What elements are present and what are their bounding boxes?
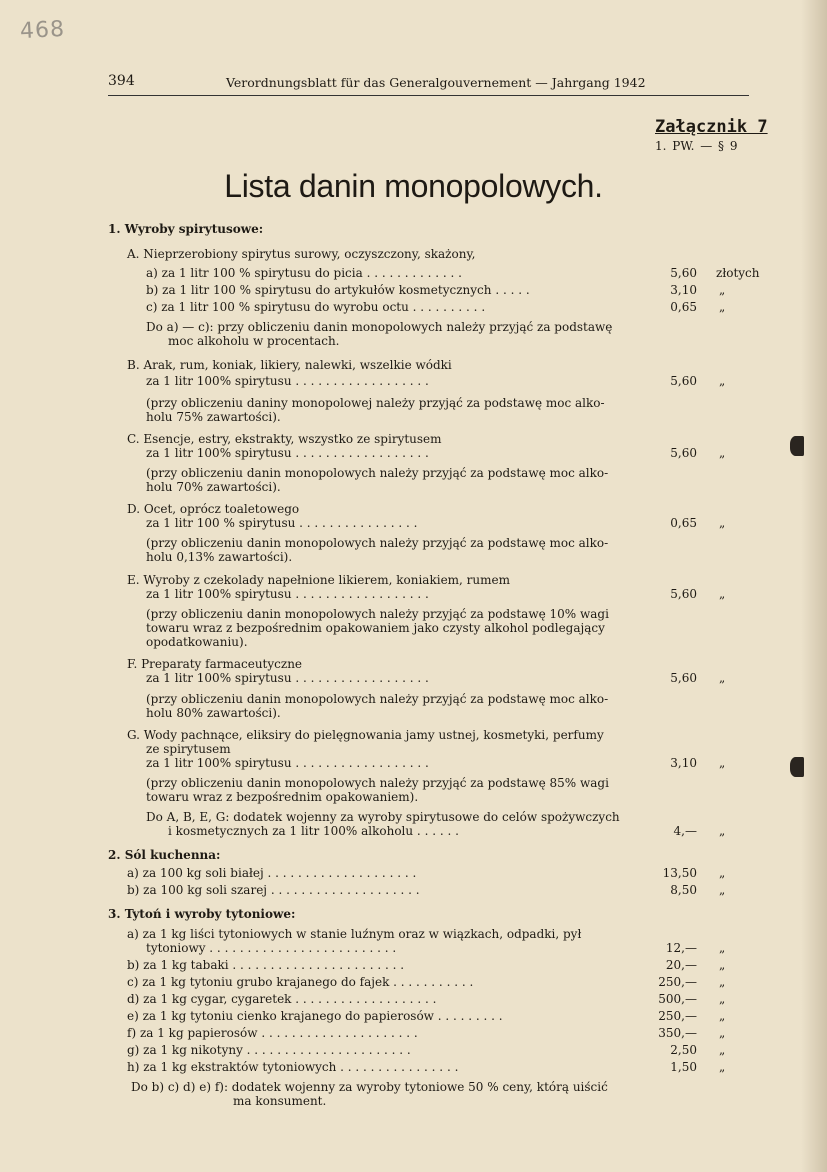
tariff-amount: 500,— [658, 992, 697, 1006]
tariff-amount: 4,— [673, 824, 697, 838]
document-title: Lista danin monopolowych. [224, 168, 603, 204]
list-line: B. Arak, rum, koniak, likiery, nalewki, wszelkie wódki [127, 358, 452, 372]
list-line: g) za 1 kg nikotyny . . . . . . . . . . . . . . . . . . . . . . [127, 1043, 411, 1057]
currency-unit: złotych [716, 266, 760, 280]
page-number: 394 [108, 73, 135, 89]
list-line: holu 70% zawartości). [146, 480, 281, 494]
tariff-amount: 0,65 [670, 300, 697, 314]
list-line: b) za 100 kg soli szarej . . . . . . . . . . . . . . . . . . . . [127, 883, 420, 897]
currency-unit: „ [719, 992, 726, 1006]
annex-reference: 1. PW. — § 9 [655, 139, 738, 153]
list-line: za 1 litr 100% spirytusu . . . . . . . . . . . . . . . . . . [146, 374, 429, 388]
list-line: za 1 litr 100% spirytusu . . . . . . . . . . . . . . . . . . [146, 587, 429, 601]
tariff-amount: 2,50 [670, 1043, 697, 1057]
list-line: A. Nieprzerobiony spirytus surowy, oczyszczony, skażony, [127, 247, 476, 261]
currency-unit: „ [719, 516, 726, 530]
list-line: D. Ocet, oprócz toaletowego [127, 502, 300, 516]
tariff-amount: 5,60 [670, 446, 697, 460]
tariff-amount: 20,— [665, 958, 697, 972]
tariff-amount: 12,— [665, 941, 697, 955]
list-line: e) za 1 kg tytoniu cienko krajanego do papierosów . . . . . . . . . [127, 1009, 503, 1023]
tariff-amount: 8,50 [670, 883, 697, 897]
list-line: tytoniowy . . . . . . . . . . . . . . . . . . . . . . . . . [146, 941, 397, 955]
list-line: ma konsument. [233, 1094, 327, 1108]
tariff-amount: 350,— [658, 1026, 697, 1040]
currency-unit: „ [719, 756, 726, 770]
list-line: holu 80% zawartości). [146, 706, 281, 720]
list-line: C. Esencje, estry, ekstrakty, wszystko ze spirytusem [127, 432, 442, 446]
currency-unit: „ [719, 958, 726, 972]
list-line: holu 75% zawartości). [146, 410, 281, 424]
list-line: ze spirytusem [146, 742, 231, 756]
currency-unit: „ [719, 1060, 726, 1074]
list-line: G. Wody pachnące, eliksiry do pielęgnowania jamy ustnej, kosmetyki, perfumy [127, 728, 604, 742]
list-line: d) za 1 kg cygar, cygaretek . . . . . . . . . . . . . . . . . . . [127, 992, 437, 1006]
tariff-amount: 5,60 [670, 671, 697, 685]
currency-unit: „ [719, 446, 726, 460]
list-line: f) za 1 kg papierosów . . . . . . . . . . . . . . . . . . . . . [127, 1026, 418, 1040]
list-line: towaru wraz z bezpośrednim opakowaniem). [146, 790, 419, 804]
tariff-amount: 3,10 [670, 756, 697, 770]
list-line: za 1 litr 100% spirytusu . . . . . . . . . . . . . . . . . . [146, 756, 429, 770]
binding-tab [790, 436, 804, 456]
list-line: Do A, B, E, G: dodatek wojenny za wyroby spirytusowe do celów spożywczych [146, 810, 620, 824]
section-heading: 1. Wyroby spirytusowe: [108, 222, 264, 236]
list-line: h) za 1 kg ekstraktów tytoniowych . . . . . . . . . . . . . . . . [127, 1060, 459, 1074]
section-heading: 2. Sól kuchenna: [108, 848, 221, 862]
list-line: b) za 1 litr 100 % spirytusu do artykułów kosmetycznych . . . . . [146, 283, 530, 297]
currency-unit: „ [719, 374, 726, 388]
list-line: (przy obliczeniu daniny monopolowej należy przyjąć za podstawę moc alko- [146, 396, 605, 410]
list-line: (przy obliczeniu danin monopolowych należy przyjąć za podstawę moc alko- [146, 692, 609, 706]
currency-unit: „ [719, 883, 726, 897]
list-line: za 1 litr 100% spirytusu . . . . . . . . . . . . . . . . . . [146, 446, 429, 460]
list-line: (przy obliczeniu danin monopolowych należy przyjąć za podstawę 85% wagi [146, 776, 609, 790]
tariff-amount: 250,— [658, 975, 697, 989]
currency-unit: „ [719, 975, 726, 989]
list-line: i kosmetycznych za 1 litr 100% alkoholu . . . . . . [168, 824, 459, 838]
list-line: (przy obliczeniu danin monopolowych należy przyjąć za podstawę moc alko- [146, 466, 609, 480]
tariff-amount: 3,10 [670, 283, 697, 297]
list-line: Do a) — c): przy obliczeniu danin monopolowych należy przyjąć za podstawę [146, 320, 613, 334]
list-line: holu 0,13% zawartości). [146, 550, 293, 564]
list-line: (przy obliczeniu danin monopolowych należy przyjąć za podstawę 10% wagi [146, 607, 609, 621]
currency-unit: „ [719, 300, 726, 314]
tariff-amount: 5,60 [670, 587, 697, 601]
list-line: za 1 litr 100 % spirytusu . . . . . . . . . . . . . . . . [146, 516, 418, 530]
header-rule [108, 95, 749, 96]
currency-unit: „ [719, 1009, 726, 1023]
binding-tab [790, 757, 804, 777]
tariff-amount: 250,— [658, 1009, 697, 1023]
list-line: c) za 1 litr 100 % spirytusu do wyrobu octu . . . . . . . . . . [146, 300, 486, 314]
list-line: b) za 1 kg tabaki . . . . . . . . . . . . . . . . . . . . . . . [127, 958, 405, 972]
currency-unit: „ [719, 587, 726, 601]
tariff-amount: 5,60 [670, 266, 697, 280]
currency-unit: „ [719, 866, 726, 880]
tariff-amount: 1,50 [670, 1060, 697, 1074]
currency-unit: „ [719, 1043, 726, 1057]
currency-unit: „ [719, 824, 726, 838]
list-line: a) za 100 kg soli białej . . . . . . . . . . . . . . . . . . . . [127, 866, 417, 880]
currency-unit: „ [719, 283, 726, 297]
list-line: a) za 1 kg liści tytoniowych w stanie luźnym oraz w wiązkach, odpadki, pył [127, 927, 582, 941]
list-line: towaru wraz z bezpośrednim opakowaniem jako czysty alkohol podlegający [146, 621, 605, 635]
currency-unit: „ [719, 671, 726, 685]
tariff-amount: 0,65 [670, 516, 697, 530]
tariff-amount: 13,50 [662, 866, 697, 880]
pencil-annotation: 468 [19, 16, 66, 45]
list-line: F. Preparaty farmaceutyczne [127, 657, 303, 671]
list-line: moc alkoholu w procentach. [168, 334, 340, 348]
currency-unit: „ [719, 1026, 726, 1040]
tariff-amount: 5,60 [670, 374, 697, 388]
header-title: Verordnungsblatt für das Generalgouvernement — Jahrgang 1942 [226, 75, 646, 90]
list-line: (przy obliczeniu danin monopolowych należy przyjąć za podstawę moc alko- [146, 536, 609, 550]
list-line: Do b) c) d) e) f): dodatek wojenny za wyroby tytoniowe 50 % ceny, którą uiścić [131, 1080, 608, 1094]
annex-label: Załącznik 7 [655, 117, 768, 137]
list-line: a) za 1 litr 100 % spirytusu do picia . . . . . . . . . . . . . [146, 266, 462, 280]
list-line: c) za 1 kg tytoniu grubo krajanego do fajek . . . . . . . . . . . [127, 975, 474, 989]
section-heading: 3. Tytoń i wyroby tytoniowe: [108, 907, 296, 921]
list-line: E. Wyroby z czekolady napełnione likierem, koniakiem, rumem [127, 573, 511, 587]
list-line: opodatkowaniu). [146, 635, 248, 649]
list-line: za 1 litr 100% spirytusu . . . . . . . . . . . . . . . . . . [146, 671, 429, 685]
currency-unit: „ [719, 941, 726, 955]
